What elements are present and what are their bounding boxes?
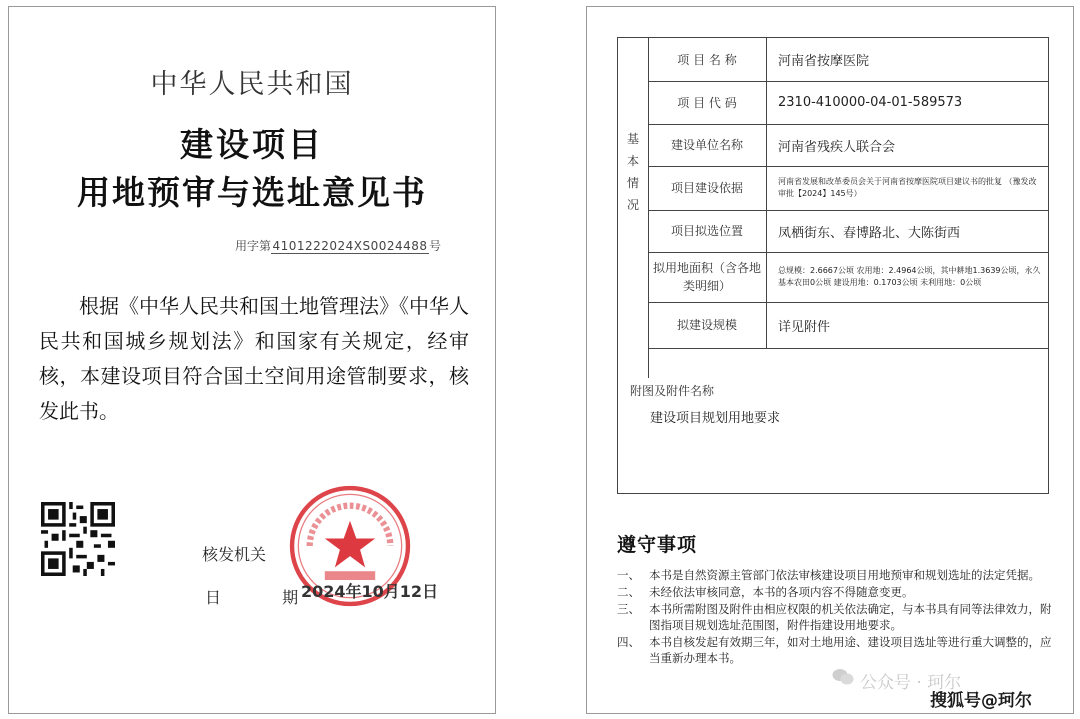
number-value: 4101222024XS0024488 bbox=[272, 239, 428, 253]
info-row-value: 河南省残疾人联合会 bbox=[778, 139, 896, 155]
info-row-value: 河南省发展和改革委员会关于河南省按摩医院项目建议书的批复 （豫发改审批【2024】145号） bbox=[778, 177, 1037, 198]
info-row-value: 总规模：2.6667公顷 农用地：2.4964公顷，其中耕地1.3639公顷，永久基本农田0公顷 建设用地：0.1703公顷 未利用地：0公顷 bbox=[778, 266, 1041, 287]
info-row bbox=[648, 302, 1048, 349]
info-row-label: 建设单位名称 bbox=[648, 124, 767, 166]
certificate-left-page bbox=[8, 6, 496, 714]
observe-item-text: 本书所需附图及附件由相应权限的机关依法确定，与本书具有同等法律效力，附图指项目规划选址范围图，附件指建设用地要求。 bbox=[649, 602, 1052, 632]
info-row-label: 项 目 代 码 bbox=[648, 81, 767, 124]
certificate-title-line2: 用地预审与选址意见书 bbox=[77, 173, 427, 212]
observe-title: 遵守事项 bbox=[617, 534, 698, 556]
number-suffix: 号 bbox=[429, 239, 442, 253]
info-row-value: 河南省按摩医院 bbox=[778, 54, 870, 69]
certificate-title-line1: 建设项目 bbox=[180, 125, 324, 164]
observe-item-text: 本书自核发起有效期三年，如对土地用途、建设项目选址等进行重大调整的，应当重新办理本书。 bbox=[649, 635, 1052, 665]
wechat-icon bbox=[832, 668, 854, 686]
observe-item-number: 一、 bbox=[617, 568, 640, 582]
info-row-value: 2310-410000-04-01-589573 bbox=[778, 95, 963, 110]
attachments-value: 建设项目规划用地要求 bbox=[650, 411, 781, 426]
observe-item-text: 本书是自然资源主管部门依法审核建设项目用地预审和规划选址的法定凭据。 bbox=[649, 568, 1040, 582]
observe-item bbox=[617, 601, 1052, 633]
wechat-watermark: 公众号 · 珂尔 bbox=[860, 673, 962, 693]
country-name: 中华人民共和国 bbox=[150, 69, 354, 100]
info-row bbox=[648, 166, 1048, 211]
info-row-label: 拟用地面积（含各地类明细） bbox=[648, 252, 767, 302]
observe-item-number: 二、 bbox=[617, 585, 640, 599]
sohu-watermark: 搜狐号@珂尔 bbox=[930, 691, 1032, 711]
info-row bbox=[648, 38, 1048, 82]
observe-item-number: 四、 bbox=[617, 635, 640, 649]
info-row bbox=[648, 210, 1048, 253]
observe-list bbox=[617, 567, 1052, 667]
basic-info-side-header bbox=[618, 38, 649, 378]
side-header-text: 基 本 情 况 bbox=[626, 132, 639, 212]
observe-item-text: 未经依法审核同意，本书的各项内容不得随意变更。 bbox=[649, 585, 914, 599]
issue-date: 2024年10月12日 bbox=[301, 582, 439, 601]
info-row-value: 凤栖街东、春博路北、大陈街西 bbox=[778, 225, 961, 241]
basic-info-table bbox=[617, 37, 1049, 494]
date-label: 日 期 bbox=[205, 588, 327, 607]
attachments-label: 附图及附件名称 bbox=[630, 384, 715, 398]
certificate-right-page bbox=[586, 6, 1074, 714]
observe-item bbox=[617, 567, 1052, 583]
info-row-label: 拟建设规模 bbox=[648, 302, 767, 348]
observe-item bbox=[617, 634, 1052, 666]
number-prefix: 用字第 bbox=[235, 239, 272, 253]
info-row-value: 详见附件 bbox=[778, 319, 831, 335]
observe-item bbox=[617, 584, 1052, 600]
info-row-label: 项 目 名 称 bbox=[648, 38, 767, 81]
certificate-number bbox=[235, 237, 441, 254]
qr-code-icon bbox=[41, 502, 115, 576]
info-row bbox=[648, 252, 1048, 303]
info-row bbox=[648, 81, 1048, 125]
info-row bbox=[648, 124, 1048, 167]
certificate-body: 根据《中华人民共和国土地管理法》《中华人民共和国城乡规划法》和国家有关规定，经审核，本建设项目符合国土空间用途管制要求，核发此书。 bbox=[39, 294, 469, 423]
issuer-label: 核发机关 bbox=[202, 545, 267, 564]
info-row-label: 项目拟选位置 bbox=[648, 210, 767, 252]
info-row-label: 项目建设依据 bbox=[648, 166, 767, 210]
observe-item-number: 三、 bbox=[617, 602, 640, 616]
